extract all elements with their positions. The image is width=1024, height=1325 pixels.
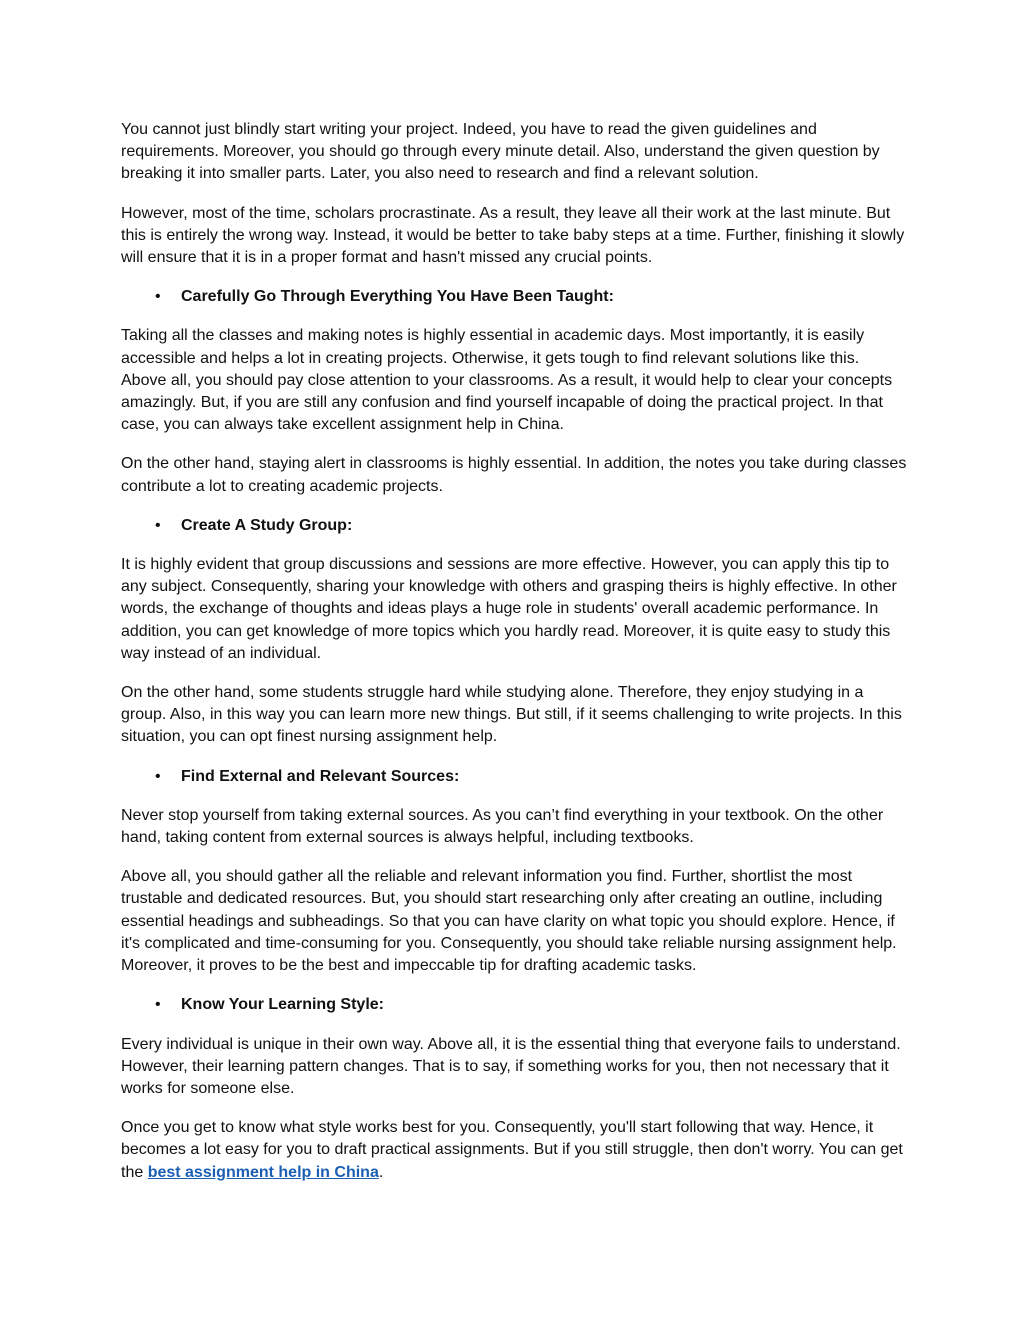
paragraph: It is highly evident that group discussions and sessions are more effective. However, you can apply this tip to any subject. Consequently, sharing your knowledge with others and grasping theirs is highly effective. In other words, the exchange of thoughts and ideas plays a huge role in students' overall academic performance. In addition, you can get knowledge of more topics which you hardly read. Moreover, it is quite easy to study this way instead of an individual. — [121, 556, 897, 662]
heading-text: Carefully Go Through Everything You Have Been Taught: — [181, 288, 614, 306]
paragraph: Above all, you should gather all the reliable and relevant information you find. Further, shortlist the most trustable and dedicated resources. But, you should start researching only after creating an outline, including essential headings and subheadings. So that you can have clarity on what topic you should explore. Hence, if it's complicated and time-consuming for you. Consequently, you should take reliable nursing assignment help. Moreover, it proves to be the best and impeccable tip for drafting academic tasks. — [121, 868, 897, 975]
bullet-icon: • — [155, 288, 161, 306]
paragraph: Taking all the classes and making notes is highly essential in academic days. Most importantly, it is easily accessible and helps a lot in creating projects. Otherwise, it gets tough to find relevant solutions like this. Above all, you should pay close attention to your classrooms. As a result, it would help to clear your concepts amazingly. But, if you are still any confusion and find yourself incapable of doing the practical project. In that case, you can always take excellent assignment help in China. — [121, 327, 893, 434]
bullet-icon: • — [155, 996, 161, 1014]
paragraph: On the other hand, some students struggle hard while studying alone. Therefore, they enjoy studying in a group. Also, in this way you can learn more new things. But still, if it seems challenging to write projects. In this situation, you can opt finest nursing assignment help. — [121, 684, 902, 746]
document-page — [121, 119, 907, 1201]
paragraph-with-link — [121, 1117, 907, 1184]
bullet-heading — [121, 994, 907, 1016]
paragraph: You cannot just blindly start writing your project. Indeed, you have to read the given guidelines and requirements. Moreover, you should go through every minute detail. Also, understand the given question by breaking it into smaller parts. Later, you also need to research and find a relevant solution. — [121, 121, 880, 183]
bullet-heading — [121, 766, 907, 788]
bullet-icon: • — [155, 516, 161, 534]
heading-text: Know Your Learning Style: — [181, 996, 384, 1014]
paragraph-text: Once you get to know what style works best for you. Consequently, you'll start following that way. Hence, it becomes a lot easy for you to draft practical assignments. But if you still struggle, then don't worry. You can get the — [121, 1119, 903, 1181]
paragraph: On the other hand, staying alert in classrooms is highly essential. In addition, the notes you take during classes contribute a lot to creating academic projects. — [121, 455, 907, 495]
paragraph: Every individual is unique in their own way. Above all, it is the essential thing that everyone fails to understand. However, their learning pattern changes. That is to say, if something works for you, then not necessary that it works for someone else. — [121, 1035, 901, 1097]
heading-text: Create A Study Group: — [181, 516, 353, 534]
heading-text: Find External and Relevant Sources: — [181, 767, 460, 785]
bullet-heading — [121, 515, 907, 537]
bullet-icon: • — [155, 767, 161, 785]
bullet-heading — [121, 286, 907, 308]
paragraph: However, most of the time, scholars procrastinate. As a result, they leave all their work at the last minute. But this is entirely the wrong way. Instead, it would be better to take baby steps at a time. Further, finishing it slowly will ensure that it is in a proper format and hasn't missed any crucial points. — [121, 204, 905, 267]
paragraph: Never stop yourself from taking external sources. As you can’t find everything in your textbook. On the other hand, taking content from external sources is always helpful, including textbooks. — [121, 806, 884, 847]
paragraph-text: . — [378, 1163, 384, 1181]
assignment-help-link[interactable]: best assignment help in China — [147, 1163, 379, 1181]
